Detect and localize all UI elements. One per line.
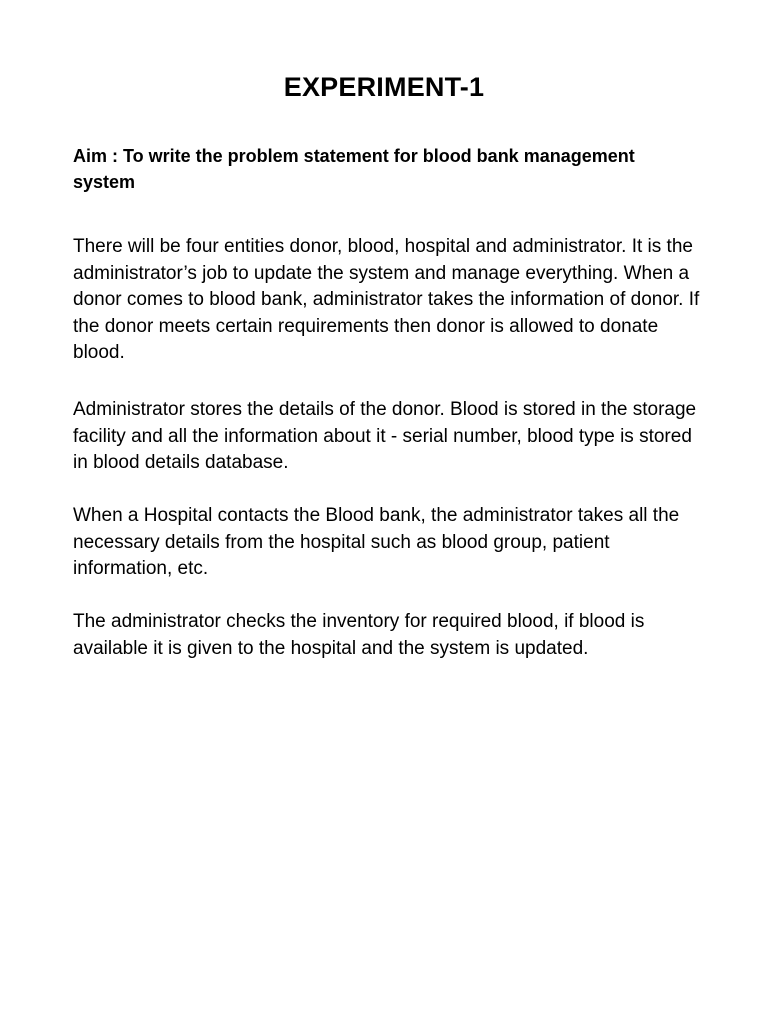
page-title: EXPERIMENT-1 (283, 72, 485, 102)
paragraph-donor-details: Administrator stores the details of the donor. Blood is stored in the storage facility and all the information about it - serial number, blood type is stored in blood details database. (73, 399, 697, 473)
paragraph-entities: There will be four entities donor, blood, hospital and administrator. It is the administrator’s job to update the system and manage everything. When a donor comes to blood bank, administrator takes the information of donor. If the donor meets certain requirements then donor is allowed to donate blood. (73, 236, 700, 363)
paragraph-hospital-contact: When a Hospital contacts the Blood bank, the administrator takes all the necessary details from the hospital such as blood group, patient information, etc. (73, 505, 680, 579)
paragraph-inventory-check: The administrator checks the inventory for required blood, if blood is available it is given to the hospital and the system is updated. (73, 611, 645, 659)
aim-statement: Aim : To write the problem statement for blood bank management system (73, 146, 635, 192)
